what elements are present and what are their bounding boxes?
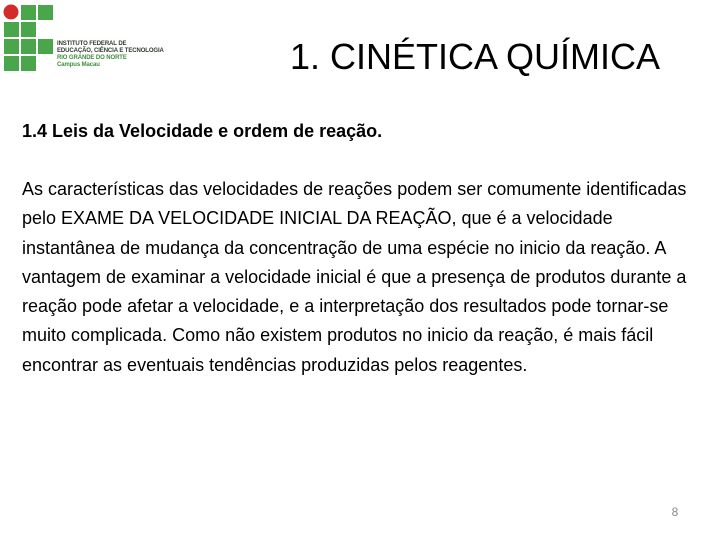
slide-subtitle: 1.4 Leis da Velocidade e ordem de reação. xyxy=(22,121,383,141)
slide-title: 1. CINÉTICA QUÍMICA xyxy=(290,36,661,77)
slide-body-text: As características das velocidades de reações podem ser comumente identificadas pelo EXAME DA VELOCIDADE INICIAL DA REAÇÃO, que é a velocidade instantânea de mudança da concentração de uma espécie no inicio da reação. A vantagem de examinar a velocidade inicial é que a presença de produtos durante a reação pode afetar a velocidade, e a interpretação dos resultados pode tornar-se muito complicada. Como não existem produtos no inicio da reação, é mais fácil encontrar as eventuais tendências produzidas pelos reagentes. xyxy=(22,179,687,375)
logo-text-line2: EDUCAÇÃO, CIÊNCIA E TECNOLOGIA xyxy=(57,48,164,54)
logo-grid-icon xyxy=(3,3,55,75)
logo-text-line4: Campus Macau xyxy=(57,62,100,68)
institution-logo xyxy=(3,3,183,75)
logo-text-line3: RIO GRANDE DO NORTE xyxy=(57,55,127,61)
logo-text-line1: INSTITUTO FEDERAL DE xyxy=(57,41,127,47)
page-number: 8 xyxy=(671,505,679,519)
logo-red-dot xyxy=(4,5,19,20)
logo-text xyxy=(57,41,183,69)
